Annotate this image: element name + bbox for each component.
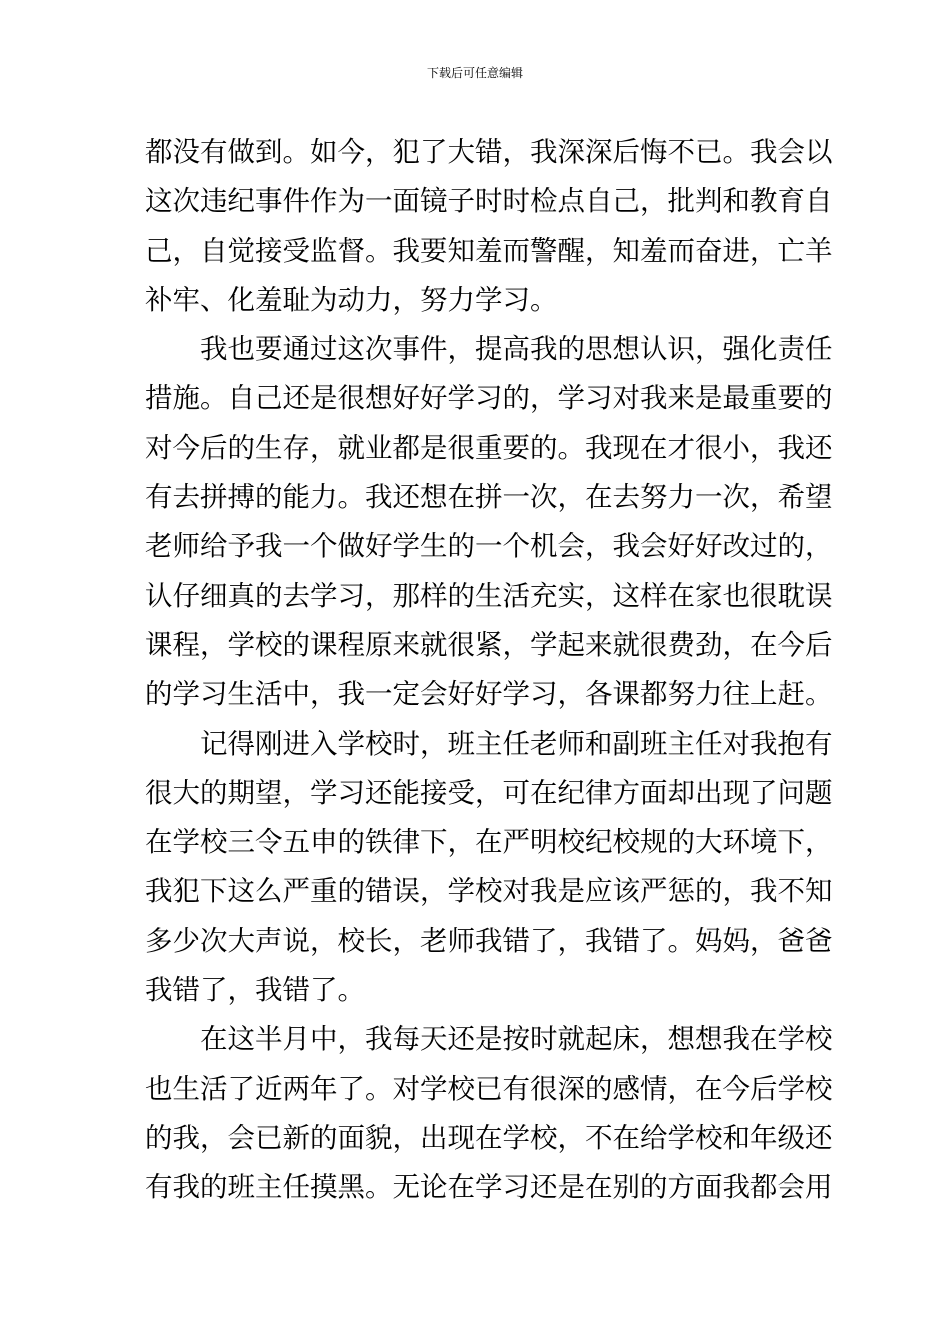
text-line: 课程，学校的课程原来就很紧，学起来就很费劲，在今后 [145, 628, 833, 661]
text-line: 我犯下这么严重的错误，学校对我是应该严惩的，我不知 [145, 875, 833, 908]
text-line: 记得刚进入学校时，班主任老师和副班主任对我抱有 [200, 727, 833, 760]
text-line: 也生活了近两年了。对学校已有很深的感情，在今后学校 [145, 1072, 833, 1105]
paragraph-1 [145, 128, 833, 325]
text-line: 措施。自己还是很想好好学习的，学习对我来是最重要的 [145, 382, 833, 415]
text-line: 的我，会已新的面貌，出现在学校，不在给学校和年级还 [145, 1121, 833, 1154]
text-line: 认仔细真的去学习，那样的生活充实，这样在家也很耽误 [145, 579, 833, 612]
text-line: 有去拼搏的能力。我还想在拼一次，在去努力一次，希望 [145, 481, 833, 514]
text-line: 己，自觉接受监督。我要知羞而警醒，知羞而奋进，亡羊 [145, 234, 833, 267]
document-body [145, 128, 833, 1213]
text-line: 这次违纪事件作为一面镜子时时检点自己，批判和教育自 [145, 185, 833, 218]
text-line: 老师给予我一个做好学生的一个机会，我会好好改过的， [145, 530, 833, 563]
paragraph-4 [145, 1015, 833, 1212]
text-line: 有我的班主任摸黑。无论在学习还是在别的方面我都会用 [145, 1171, 833, 1204]
text-line: 在学校三令五申的铁律下，在严明校纪校规的大环境下， [145, 826, 833, 859]
text-line: 我错了，我错了。 [145, 974, 365, 1007]
text-line: 补牢、化羞耻为动力，努力学习。 [145, 283, 558, 316]
paragraph-3 [145, 720, 833, 1016]
text-line: 都没有做到。如今，犯了大错，我深深后悔不已。我会以 [145, 136, 833, 168]
paragraph-2 [145, 325, 833, 719]
text-line: 对今后的生存，就业都是很重要的。我现在才很小，我还 [145, 431, 833, 464]
text-line: 很大的期望，学习还能接受，可在纪律方面却出现了问题 [145, 776, 833, 809]
text-line: 在这半月中，我每天还是按时就起床，想想我在学校 [200, 1023, 833, 1056]
text-line: 多少次大声说，校长，老师我错了，我错了。妈妈，爸爸 [145, 924, 833, 957]
text-line: 我也要通过这次事件，提高我的思想认识，强化责任 [200, 333, 833, 366]
text-line: 的学习生活中，我一定会好好学习，各课都努力往上赶。 [145, 678, 833, 711]
page-header: 下载后可任意编辑 [426, 66, 523, 80]
